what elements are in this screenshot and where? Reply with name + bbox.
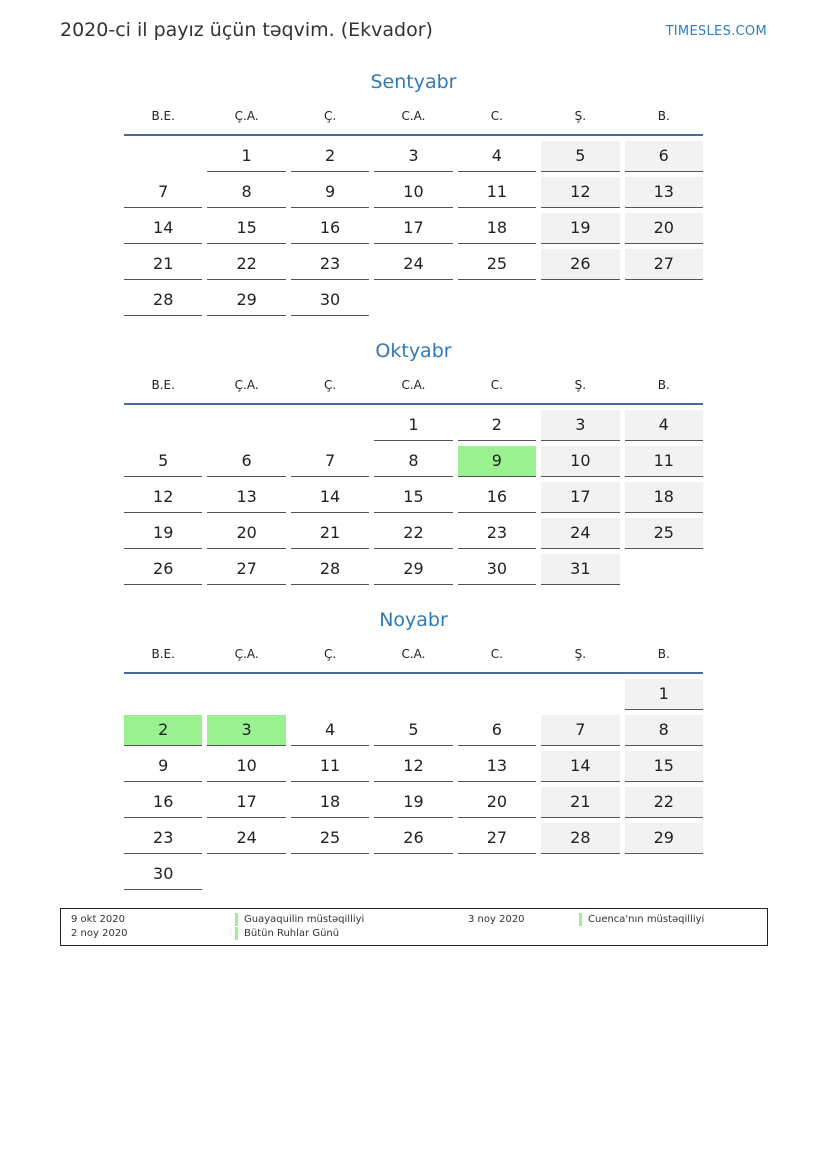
day-cell[interactable]: 23 [458, 518, 536, 549]
day-cell[interactable]: 6 [207, 446, 285, 477]
legend-holiday: Cuenca'nın müstəqilliyi [579, 913, 704, 926]
week-row [124, 446, 703, 477]
weekday-label: Ç. [323, 109, 337, 123]
weekday-label: C.A. [401, 378, 426, 392]
day-cell[interactable]: 20 [625, 213, 703, 244]
month-name: Sentyabr [370, 71, 457, 93]
day-cell[interactable]: 17 [374, 213, 452, 244]
day-cell[interactable]: 14 [541, 751, 619, 782]
day-cell[interactable]: 25 [291, 823, 369, 854]
day-cell[interactable]: 22 [207, 249, 285, 280]
day-cell[interactable]: 28 [124, 285, 202, 316]
day-cell[interactable]: 19 [541, 213, 619, 244]
day-cell[interactable]: 2 [291, 141, 369, 172]
day-cell[interactable]: 9 [458, 446, 536, 477]
day-cell[interactable]: 28 [291, 554, 369, 585]
day-cell[interactable]: 15 [625, 751, 703, 782]
day-cell[interactable]: 3 [374, 141, 452, 172]
site-link[interactable]: TIMESLES.COM [665, 24, 767, 39]
week-row [124, 518, 703, 549]
day-cell[interactable]: 3 [207, 715, 285, 746]
day-cell[interactable]: 7 [124, 177, 202, 208]
weekday-label: B. [657, 109, 670, 123]
empty-cell [124, 141, 202, 171]
day-cell[interactable]: 27 [207, 554, 285, 585]
week-row [124, 249, 703, 280]
day-cell[interactable]: 21 [124, 249, 202, 280]
empty-cell [291, 679, 369, 709]
weekday-label: C. [490, 109, 503, 123]
weekday-label: Ç. [323, 378, 337, 392]
empty-cell [458, 285, 536, 315]
day-cell[interactable]: 10 [207, 751, 285, 782]
weekday-label: Ş. [574, 109, 587, 123]
day-cell[interactable]: 27 [625, 249, 703, 280]
day-cell[interactable]: 2 [124, 715, 202, 746]
day-cell[interactable]: 26 [374, 823, 452, 854]
day-cell[interactable]: 18 [291, 787, 369, 818]
month-name: Oktyabr [375, 340, 452, 362]
day-cell[interactable]: 9 [124, 751, 202, 782]
weekday-label: Ç.A. [234, 109, 259, 123]
weekday-label: Ç.A. [234, 647, 259, 661]
day-cell[interactable]: 21 [541, 787, 619, 818]
weekday-label: Ç. [323, 647, 337, 661]
day-cell[interactable]: 29 [207, 285, 285, 316]
day-cell[interactable]: 10 [374, 177, 452, 208]
day-cell[interactable]: 17 [207, 787, 285, 818]
month-calendar [124, 339, 703, 590]
empty-cell [625, 859, 703, 889]
day-cell[interactable]: 20 [207, 518, 285, 549]
day-cell[interactable]: 22 [374, 518, 452, 549]
week-row [124, 482, 703, 513]
legend-holiday: Bütün Ruhlar Günü [235, 927, 339, 940]
week-row [124, 285, 703, 316]
day-cell[interactable]: 7 [291, 446, 369, 477]
day-cell[interactable]: 30 [291, 285, 369, 316]
week-row [124, 715, 703, 746]
day-cell[interactable]: 26 [124, 554, 202, 585]
day-cell[interactable]: 17 [541, 482, 619, 513]
day-cell[interactable]: 31 [541, 554, 619, 585]
day-cell[interactable]: 25 [458, 249, 536, 280]
empty-cell [458, 859, 536, 889]
day-cell[interactable]: 12 [541, 177, 619, 208]
day-cell[interactable]: 5 [374, 715, 452, 746]
empty-cell [291, 410, 369, 440]
week-row [124, 859, 703, 890]
day-cell[interactable]: 4 [458, 141, 536, 172]
empty-cell [207, 859, 285, 889]
day-cell[interactable]: 7 [541, 715, 619, 746]
empty-cell [124, 679, 202, 709]
empty-cell [124, 410, 202, 440]
day-cell[interactable]: 15 [374, 482, 452, 513]
day-cell[interactable]: 14 [291, 482, 369, 513]
empty-cell [541, 285, 619, 315]
day-cell[interactable]: 26 [541, 249, 619, 280]
day-cell[interactable]: 2 [458, 410, 536, 441]
weekday-label: Ş. [574, 378, 587, 392]
weekday-label: C. [490, 647, 503, 661]
day-cell[interactable]: 30 [124, 859, 202, 890]
day-cell[interactable]: 15 [207, 213, 285, 244]
empty-cell [374, 859, 452, 889]
day-cell[interactable]: 25 [625, 518, 703, 549]
day-cell[interactable]: 4 [291, 715, 369, 746]
day-cell[interactable]: 23 [291, 249, 369, 280]
day-cell[interactable]: 8 [374, 446, 452, 477]
legend-date: 3 noy 2020 [468, 914, 525, 925]
day-cell[interactable]: 5 [541, 141, 619, 172]
day-cell[interactable]: 8 [207, 177, 285, 208]
weekday-header [124, 371, 703, 405]
legend-date: 9 okt 2020 [71, 914, 125, 925]
day-cell[interactable]: 13 [458, 751, 536, 782]
day-cell[interactable]: 1 [625, 679, 703, 710]
day-cell[interactable]: 30 [458, 554, 536, 585]
holiday-legend [60, 908, 768, 946]
day-cell[interactable]: 6 [458, 715, 536, 746]
empty-cell [207, 679, 285, 709]
day-cell[interactable]: 16 [291, 213, 369, 244]
week-row [124, 141, 703, 172]
empty-cell [625, 285, 703, 315]
weekday-label: B.E. [151, 378, 175, 392]
day-cell[interactable]: 28 [541, 823, 619, 854]
day-cell[interactable]: 13 [625, 177, 703, 208]
empty-cell [458, 679, 536, 709]
day-cell[interactable]: 19 [374, 787, 452, 818]
day-cell[interactable]: 22 [625, 787, 703, 818]
day-cell[interactable]: 1 [374, 410, 452, 441]
day-cell[interactable]: 20 [458, 787, 536, 818]
day-cell[interactable]: 5 [124, 446, 202, 477]
day-cell[interactable]: 13 [207, 482, 285, 513]
month-calendar [124, 70, 703, 321]
empty-cell [291, 859, 369, 889]
empty-cell [374, 679, 452, 709]
day-cell[interactable]: 8 [625, 715, 703, 746]
day-cell[interactable]: 12 [124, 482, 202, 513]
week-row [124, 751, 703, 782]
weekday-label: B. [657, 647, 670, 661]
weekday-label: C.A. [401, 109, 426, 123]
empty-cell [541, 859, 619, 889]
day-cell[interactable]: 29 [374, 554, 452, 585]
empty-cell [625, 554, 703, 584]
day-cell[interactable]: 6 [625, 141, 703, 172]
empty-cell [207, 410, 285, 440]
weekday-label: B.E. [151, 647, 175, 661]
week-row [124, 410, 703, 441]
month-name: Noyabr [379, 609, 448, 631]
legend-date: 2 noy 2020 [71, 928, 128, 939]
empty-cell [374, 285, 452, 315]
week-row [124, 679, 703, 710]
week-row [124, 823, 703, 854]
page-title: 2020-ci il payız üçün təqvim. (Ekvador) [60, 19, 433, 41]
day-cell[interactable]: 19 [124, 518, 202, 549]
week-row [124, 177, 703, 208]
day-cell[interactable]: 18 [625, 482, 703, 513]
empty-cell [541, 679, 619, 709]
week-row [124, 213, 703, 244]
day-cell[interactable]: 1 [207, 141, 285, 172]
weekday-header [124, 102, 703, 136]
day-cell[interactable]: 24 [207, 823, 285, 854]
day-cell[interactable]: 16 [124, 787, 202, 818]
day-cell[interactable]: 18 [458, 213, 536, 244]
day-cell[interactable]: 16 [458, 482, 536, 513]
day-cell[interactable]: 11 [458, 177, 536, 208]
weekday-label: C. [490, 378, 503, 392]
day-cell[interactable]: 4 [625, 410, 703, 441]
weekday-label: Ş. [574, 647, 587, 661]
day-cell[interactable]: 27 [458, 823, 536, 854]
day-cell[interactable]: 24 [541, 518, 619, 549]
week-row [124, 787, 703, 818]
weekday-label: B.E. [151, 109, 175, 123]
day-cell[interactable]: 21 [291, 518, 369, 549]
day-cell[interactable]: 3 [541, 410, 619, 441]
day-cell[interactable]: 10 [541, 446, 619, 477]
day-cell[interactable]: 24 [374, 249, 452, 280]
day-cell[interactable]: 23 [124, 823, 202, 854]
day-cell[interactable]: 12 [374, 751, 452, 782]
weekday-label: C.A. [401, 647, 426, 661]
weekday-label: Ç.A. [234, 378, 259, 392]
week-row [124, 554, 703, 585]
weekday-header [124, 640, 703, 674]
day-cell[interactable]: 11 [625, 446, 703, 477]
legend-holiday: Guayaquilin müstəqilliyi [235, 913, 364, 926]
day-cell[interactable]: 11 [291, 751, 369, 782]
day-cell[interactable]: 29 [625, 823, 703, 854]
day-cell[interactable]: 14 [124, 213, 202, 244]
month-calendar [124, 608, 703, 895]
weekday-label: B. [657, 378, 670, 392]
day-cell[interactable]: 9 [291, 177, 369, 208]
